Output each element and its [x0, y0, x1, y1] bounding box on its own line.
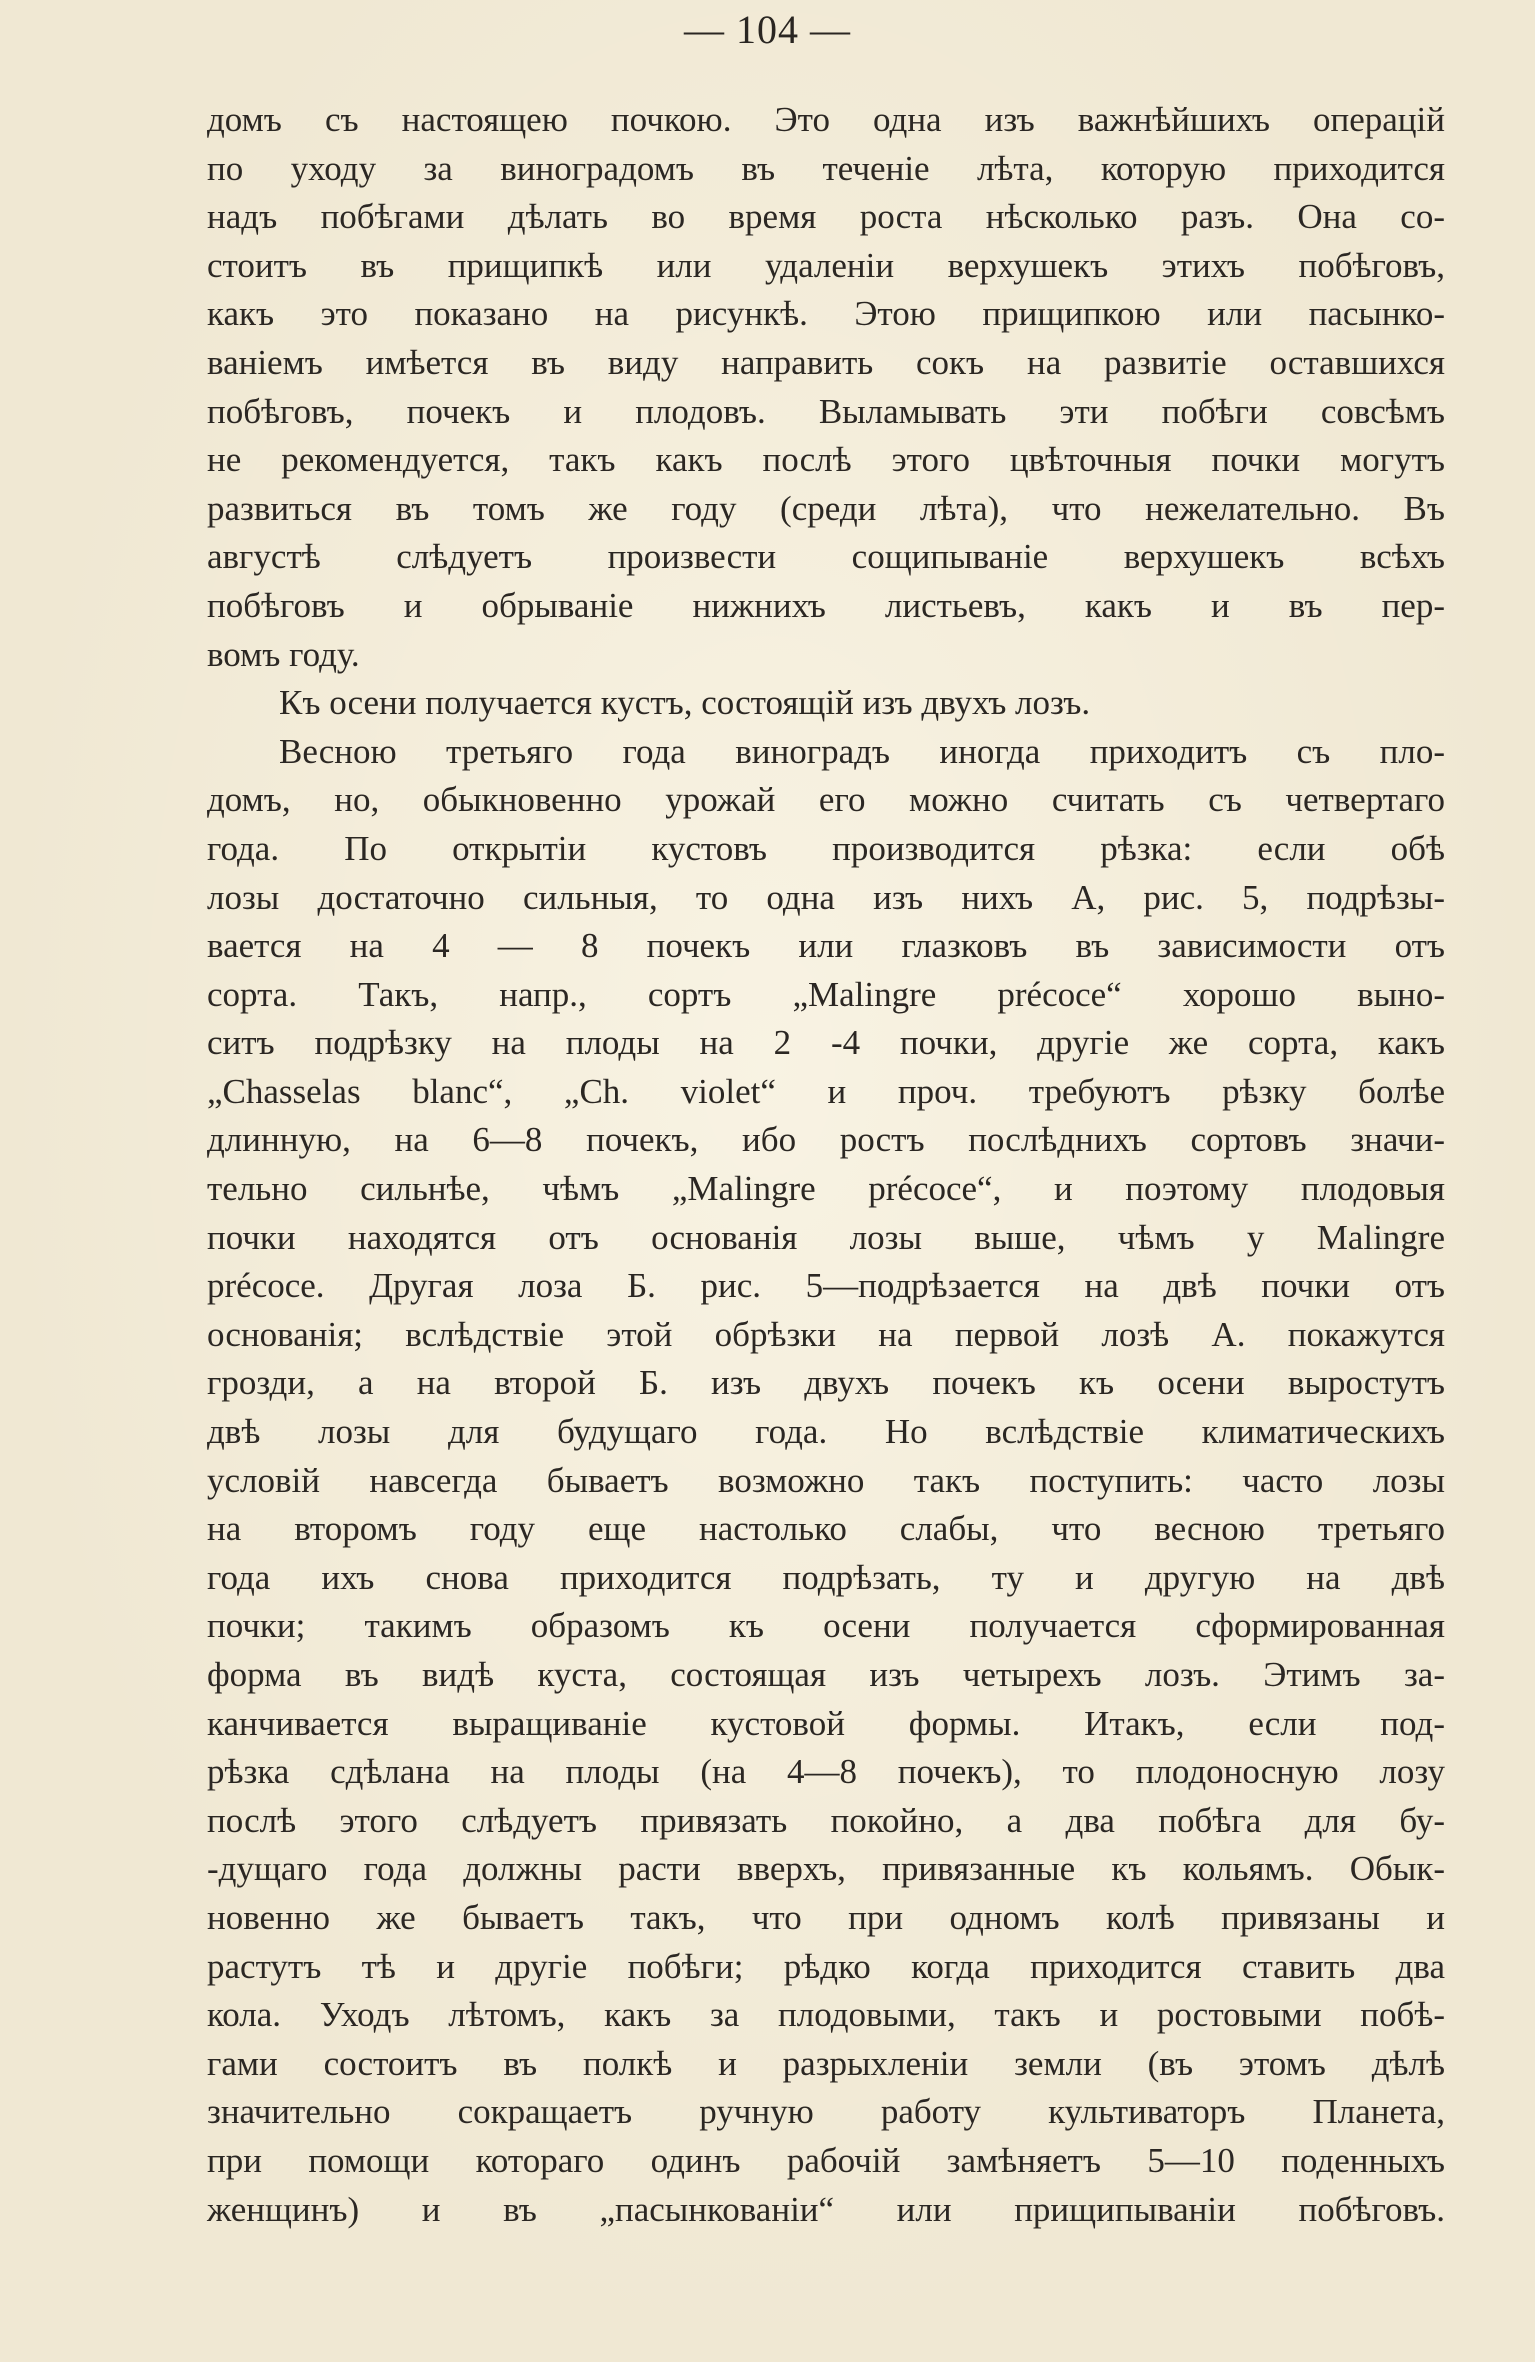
text-line: вается на 4 — 8 почекъ или глазковъ въ зависимости отъ — [207, 926, 1445, 966]
text-line: канчивается выращиваніе кустовой формы. Итакъ, если под- — [207, 1703, 1445, 1743]
text-line: почки находятся отъ основанія лозы выше, чѣмъ у Malingre — [207, 1217, 1445, 1257]
text-line: августѣ слѣдуетъ произвести сощипываніе верхушекъ всѣхъ — [207, 537, 1445, 577]
text-line: побѣговъ, почекъ и плодовъ. Выламывать эти побѣги совсѣмъ — [207, 391, 1445, 431]
text-line: лозы достаточно сильныя, то одна изъ нихъ А, рис. 5, подрѣзы- — [207, 877, 1445, 917]
text-line: -дущаго года должны расти вверхъ, привязанные къ кольямъ. Обык- — [207, 1849, 1445, 1889]
text-line: домъ съ настоящею почкою. Это одна изъ важнѣйшихъ операцій — [207, 100, 1445, 139]
text-line: ситъ подрѣзку на плоды на 2 -4 почки, другіе же сорта, какъ — [207, 1023, 1445, 1063]
text-line: Къ осени получается кустъ, состоящій изъ двухъ лозъ. — [279, 683, 1091, 723]
text-line: при помощи котораго одинъ рабочій замѣняетъ 5—10 поденныхъ — [207, 2140, 1445, 2180]
text-line: не рекомендуется, такъ какъ послѣ этого цвѣточныя почки могутъ — [207, 440, 1445, 480]
text-line: сорта. Такъ, напр., сортъ „Malingre précoce“ хорошо выно- — [207, 974, 1445, 1014]
text-line: года. По открытіи кустовъ производится рѣзка: если обѣ — [207, 828, 1445, 868]
text-line: побѣговъ и обрываніе нижнихъ листьевъ, какъ и въ пер- — [207, 585, 1445, 625]
text-line: грозди, а на второй Б. изъ двухъ почекъ къ осени выростутъ — [207, 1363, 1445, 1403]
text-line: растутъ тѣ и другіе побѣги; рѣдко когда приходится ставить два — [207, 1946, 1445, 1986]
text-line: précoce. Другая лоза Б. рис. 5—подрѣзается на двѣ почки отъ — [207, 1266, 1445, 1306]
text-line: основанія; вслѣдствіе этой обрѣзки на первой лозѣ А. покажутся — [207, 1314, 1445, 1354]
text-line: тельно сильнѣе, чѣмъ „Malingre précoce“, и поэтому плодовыя — [207, 1169, 1445, 1209]
text-line: кола. Уходъ лѣтомъ, какъ за плодовыми, такъ и ростовыми побѣ- — [207, 1995, 1445, 2035]
text-line: женщинъ) и въ „пасынкованіи“ или прищипываніи побѣговъ. — [207, 2189, 1445, 2229]
text-line: какъ это показано на рисункѣ. Этою прищипкою или пасынко- — [207, 294, 1445, 334]
text-line: стоитъ въ прищипкѣ или удаленіи верхушекъ этихъ побѣговъ, — [207, 245, 1445, 285]
text-line: новенно же бываетъ такъ, что при одномъ колѣ привязаны и — [207, 1897, 1445, 1937]
text-line: надъ побѣгами дѣлать во время роста нѣсколько разъ. Она со- — [207, 197, 1445, 237]
body-text — [207, 96, 1445, 2234]
text-line: развиться въ томъ же году (среди лѣта), что нежелательно. Въ — [207, 488, 1445, 528]
text-line: длинную, на 6—8 почекъ, ибо ростъ послѣднихъ сортовъ значи- — [207, 1120, 1445, 1160]
text-line: Весною третьяго года виноградъ иногда приходитъ съ пло- — [279, 731, 1445, 771]
text-line: ваніемъ имѣется въ виду направить сокъ на развитіе оставшихся — [207, 342, 1445, 382]
text-line: двѣ лозы для будущаго года. Но вслѣдствіе климатическихъ — [207, 1412, 1445, 1452]
text-line: на второмъ году еще настолько слабы, что весною третьяго — [207, 1509, 1445, 1549]
text-line: почки; такимъ образомъ къ осени получается сформированная — [207, 1606, 1445, 1646]
page-number: — 104 — — [684, 7, 851, 52]
text-line: гами состоитъ въ полкѣ и разрыхленіи земли (въ этомъ дѣлѣ — [207, 2043, 1445, 2083]
text-line: значительно сокращаетъ ручную работу культиваторъ Планета, — [207, 2092, 1445, 2132]
text-line: рѣзка сдѣлана на плоды (на 4—8 почекъ), то плодоносную лозу — [207, 1752, 1445, 1792]
text-line: вомъ году. — [207, 634, 360, 674]
text-line: по уходу за виноградомъ въ теченіе лѣта, которую приходится — [207, 148, 1445, 188]
text-line: послѣ этого слѣдуетъ привязать покойно, а два побѣга для бу- — [207, 1800, 1445, 1840]
text-line: условій навсегда бываетъ возможно такъ поступить: часто лозы — [207, 1460, 1445, 1500]
text-line: „Chasselas blanc“, „Ch. violet“ и проч. требуютъ рѣзку болѣе — [207, 1071, 1445, 1111]
text-line: года ихъ снова приходится подрѣзать, ту и другую на двѣ — [207, 1557, 1445, 1597]
text-line: форма въ видѣ куста, состоящая изъ четырехъ лозъ. Этимъ за- — [207, 1655, 1445, 1694]
text-line: домъ, но, обыкновенно урожай его можно считать съ четвертаго — [207, 780, 1445, 820]
